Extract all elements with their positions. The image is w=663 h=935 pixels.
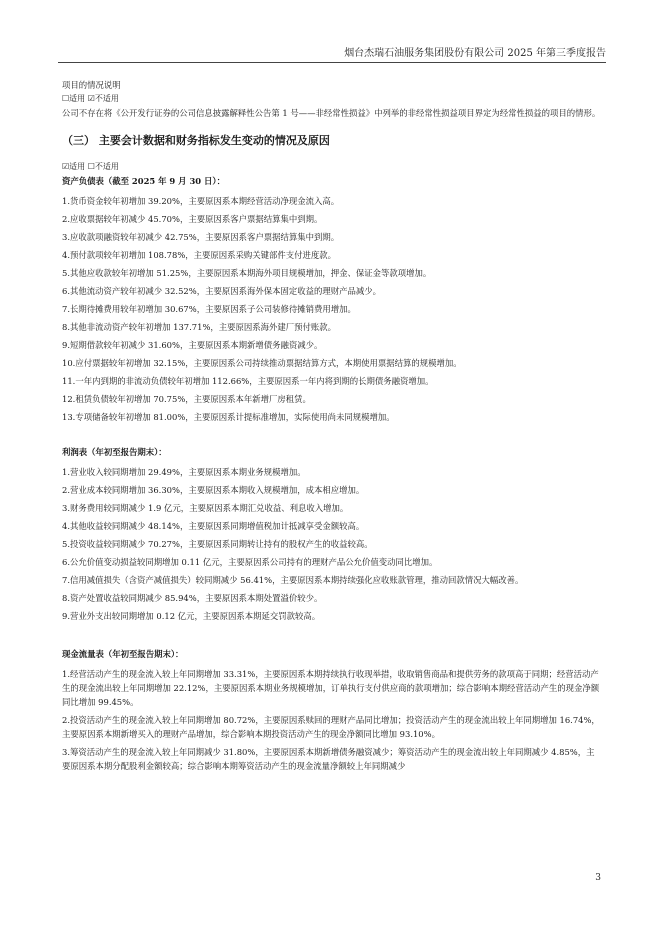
list-item: 8.其他非流动资产较年初增加 137.71%，主要原因系海外建厂预付账款。	[62, 322, 337, 332]
list-item: 3.筹资活动产生的现金流入较上年同期减少 31.80%，主要原因系本期新增债务融资减少；筹资活动产生的现金流出较上年同期减少 4.85%，主要原因系本期分配股利金额较高；综合影响本期筹资活动产生的现金流量净额较上年同期减少	[62, 747, 595, 771]
list-item: 8.资产处置收益较同期减少 85.94%，主要原因系本期处置溢价较少。	[62, 593, 323, 603]
list-item: 4.预付款项较年初增加 108.78%，主要原因系采购关键部件支付进度款。	[62, 250, 337, 260]
nonrecurring-applicability: ☐适用 ☑不适用	[62, 94, 119, 103]
balance-sheet-heading: 资产负债表（截至 2025 年 9 月 30 日）：	[62, 176, 225, 186]
balance-sheet-list	[62, 194, 602, 424]
nonrecurring-heading: 项目的情况说明	[62, 80, 121, 90]
list-item: 10.应付票据较年初增加 32.15%，主要原因系公司持续推动票据结算方式，本期使用票据结算的规模增加。	[62, 358, 462, 368]
list-item: 9.营业外支出较同期增加 0.12 亿元，主要原因系本期延交罚款较高。	[62, 611, 321, 621]
list-item: 1.经营活动产生的现金流入较上年同期增加 33.31%，主要原因系本期持续执行收现举措，收取销售商品和提供劳务的款项高于同期；经营活动产生的现金流出较上年同期增加 22.12%，主要原因系本期业务规模增加，订单执行支付供应商的款项增加；综合影响本期经营活动产生的现金净额同比增加 99.45%。	[62, 669, 600, 707]
income-statement-list	[62, 465, 602, 623]
section-title: （三） 主要会计数据和财务指标发生变动的情况及原因	[62, 134, 330, 147]
list-item: 7.长期待摊费用较年初增加 30.67%，主要原因系子公司装修待摊销费用增加。	[62, 304, 356, 314]
list-item: 4.其他收益较同期减少 48.14%，主要原因系同期增值税加计抵减享受金额较高。	[62, 521, 365, 531]
list-item: 1.营业收入较同期增加 29.49%，主要原因系本期业务规模增加。	[62, 467, 306, 477]
list-item: 3.财务费用较同期减少 1.9 亿元，主要原因系本期汇兑收益、利息收入增加。	[62, 503, 349, 513]
list-item: 2.投资活动产生的现金流入较上年同期增加 80.72%，主要原因系赎回的理财产品同比增加；投资活动产生的现金流出较上年同期增加 16.74%，主要原因系本期新增买入的理财产品增加，综合影响本期投资活动产生的现金净额同比增加 93.10%。	[62, 715, 600, 739]
nonrecurring-statement: 公司不存在将《公开发行证券的公司信息披露解释性公告第 1 号——非经常性损益》中列举的非经常性损益项目界定为经常性损益的项目的情形。	[62, 108, 601, 118]
list-item: 13.专项储备较年初增加 81.00%，主要原因系计提标准增加，实际使用尚未同规模增加。	[62, 412, 395, 422]
list-item: 6.其他流动资产较年初减少 32.52%，主要原因系海外保本固定收益的理财产品减少。	[62, 286, 381, 296]
cash-flow-list	[62, 667, 602, 773]
list-item: 2.应收票据较年初减少 45.70%，主要原因系客户票据结算集中到期。	[62, 214, 323, 224]
cash-flow-heading: 现金流量表（年初至报告期末）：	[62, 649, 184, 659]
header-divider	[58, 62, 606, 63]
page-number: 3	[595, 873, 601, 883]
list-item: 2.营业成本较同期增加 36.30%，主要原因系本期收入规模增加，成本相应增加。	[62, 485, 365, 495]
document-body	[62, 78, 602, 777]
list-item: 9.短期借款较年初减少 31.60%，主要原因系本期新增债务融资减少。	[62, 340, 323, 350]
list-item: 12.租赁负债较年初增加 70.75%，主要原因系本年新增厂房租赁。	[62, 394, 311, 404]
list-item: 5.投资收益较同期减少 70.27%，主要原因系同期转让持有的股权产生的收益较高。	[62, 539, 373, 549]
list-item: 1.货币资金较年初增加 39.20%，主要原因系本期经营活动净现金流入高。	[62, 196, 340, 206]
section-applicability: ☑适用 ☐不适用	[62, 162, 119, 171]
list-item: 3.应收款项融资较年初减少 42.75%，主要原因系客户票据结算集中到期。	[62, 232, 340, 242]
report-header-title: 烟台杰瑞石油服务集团股份有限公司 2025 年第三季度报告	[344, 48, 606, 59]
list-item: 7.信用减值损失（含资产减值损失）较同期减少 56.41%，主要原因系本期持续强化应收账款管理，推动回款情况大幅改善。	[62, 575, 524, 585]
list-item: 5.其他应收款较年初增加 51.25%，主要原因系本期海外项目规模增加，押金、保证金等款项增加。	[62, 268, 432, 278]
list-item: 6.公允价值变动损益较同期增加 0.11 亿元，主要原因系公司持有的理财产品公允价值变动同比增加。	[62, 557, 438, 567]
income-statement-heading: 利润表（年初至报告期末）：	[62, 447, 167, 457]
list-item: 11.一年内到期的非流动负债较年初增加 112.66%，主要原因系一年内将到期的长期债务融资增加。	[62, 376, 434, 386]
